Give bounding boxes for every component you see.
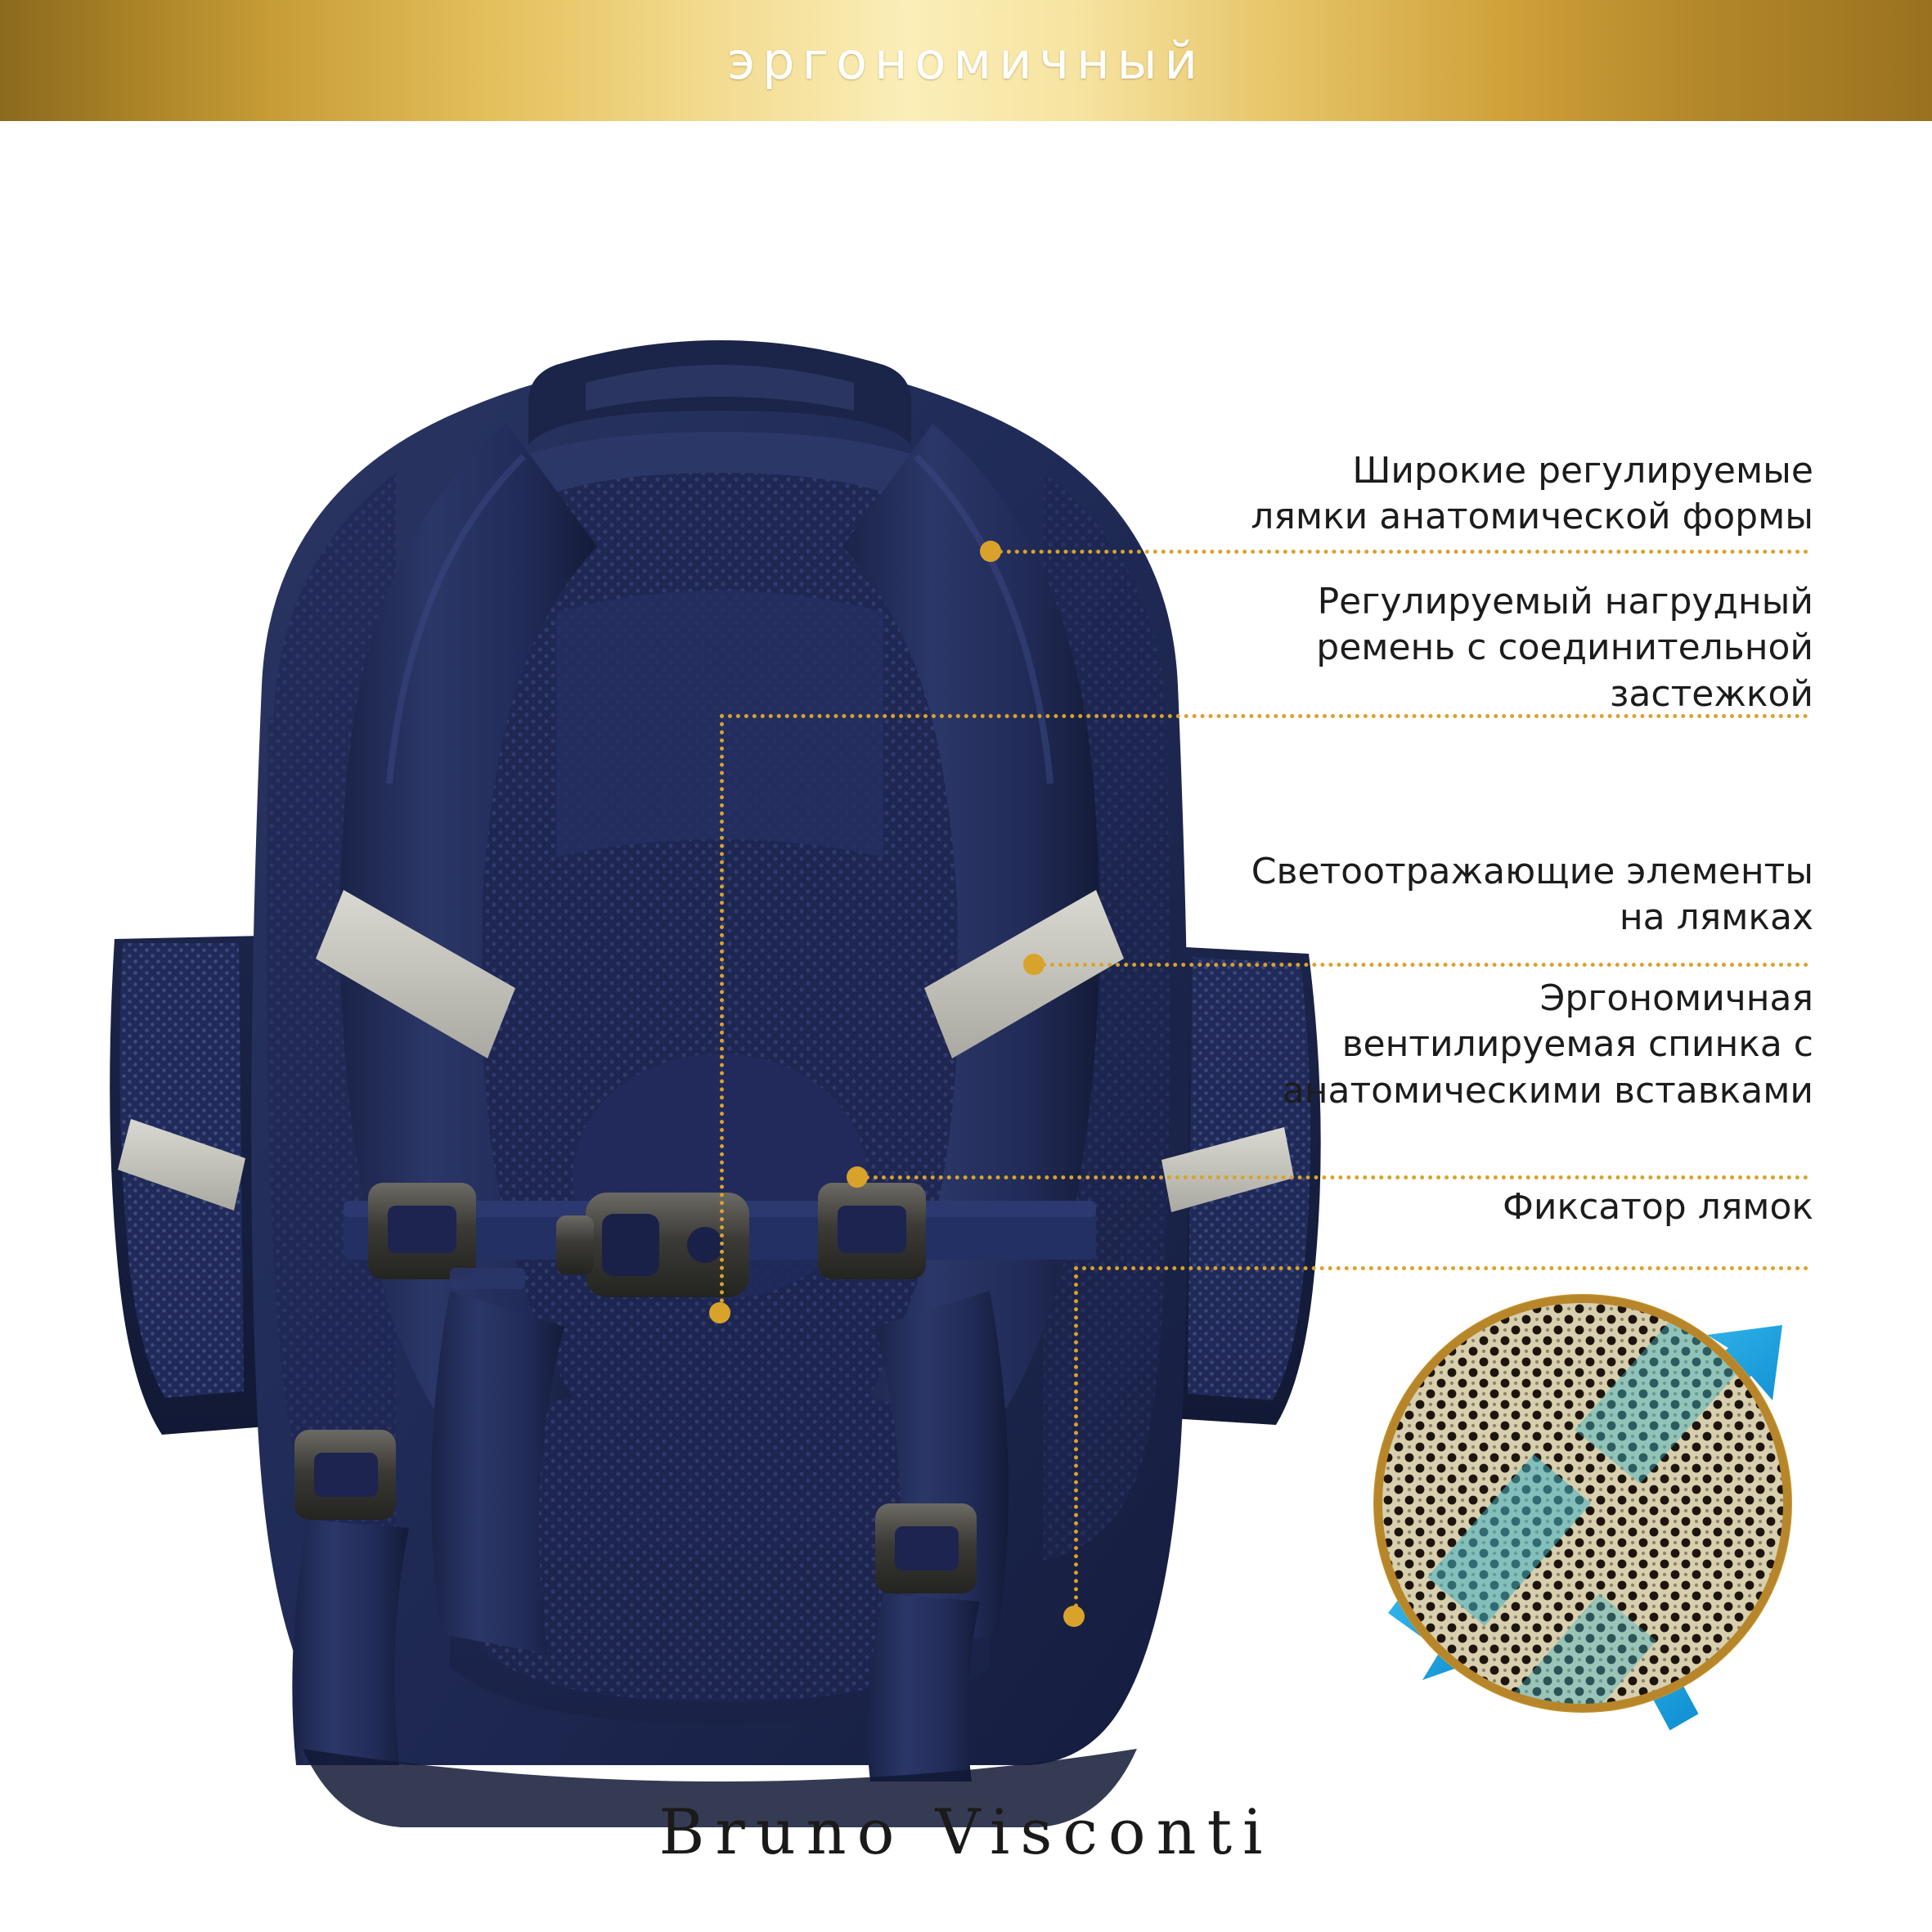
leader-line-5-vertical [1074,1266,1078,1616]
header-banner [0,0,1932,121]
callout-reflective-elements: Светоотражающие элементы на лямках [1251,851,1813,939]
leader-line-1 [991,550,1808,554]
leader-line-3 [1034,963,1808,967]
leader-line-4 [857,1175,1808,1179]
callout-strap-fixator: Фиксатор лямок [1503,1186,1813,1228]
mesh-fabric-zoom [1329,1250,1836,1757]
banner-title: эргономичный [727,30,1205,91]
content-stage [0,121,1932,1932]
callout-chest-strap: Регулируемый нагрудный ремень с соединительной застежкой [1316,581,1813,715]
callout-wide-adjustable-straps: Широкие регулируемые лямки анатомической формы [1251,450,1813,538]
leader-line-2-vertical [720,714,724,1311]
callout-ergonomic-back: Эргономичная вентилируемая спинка с анатомическими вставками [1282,977,1813,1112]
brand-name: Bruno Visconti [658,1795,1274,1868]
